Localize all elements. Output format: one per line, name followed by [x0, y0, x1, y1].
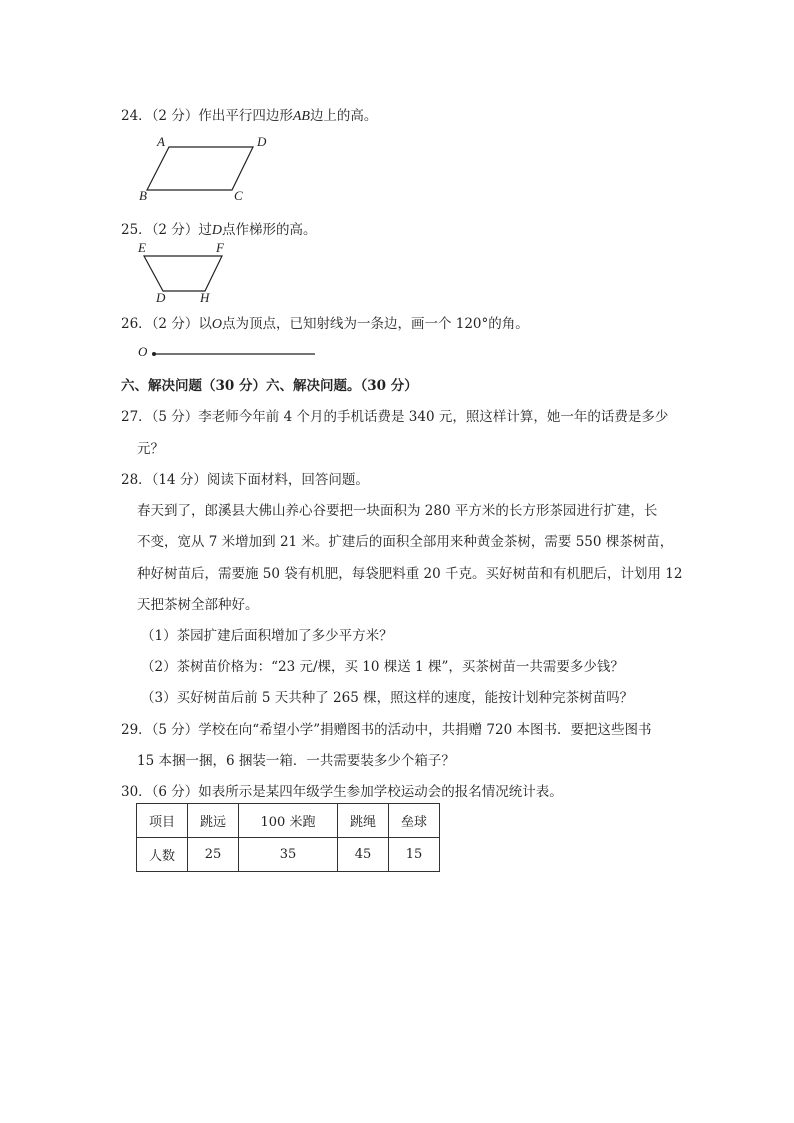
question-25 [121, 218, 316, 239]
question-29-line-2: 15 本捆一捆，6 捆装一箱．一共需要装多少个箱子？ [137, 753, 455, 769]
label-c: C [234, 188, 243, 203]
question-28-paragraph-1: 春天到了，郎溪县大佛山养心谷要把一块面积为 280 平方米的长方形茶园进行扩建，长 [137, 503, 658, 519]
ray-figure [134, 340, 324, 365]
label-f: F [216, 240, 224, 255]
table-cell: 45 [338, 838, 389, 872]
table-row [137, 838, 440, 872]
table-header-cell: 项目 [137, 804, 188, 838]
question-27-line-2: 元？ [137, 441, 164, 457]
parallelogram-figure [136, 130, 276, 205]
table-cell: 35 [239, 838, 338, 872]
table-cell: 15 [389, 838, 440, 872]
registration-stats-table [136, 803, 440, 872]
section-6-heading: 六、解决问题（30 分）六、解决问题。（30 分） [121, 378, 418, 394]
trapezoid-figure [136, 240, 236, 305]
question-24 [121, 104, 377, 125]
question-25-variable: D [211, 223, 222, 238]
question-24-variable: AB [292, 109, 310, 124]
question-30-line-1: 30．（6 分）如表所示是某四年级学生参加学校运动会的报名情况统计表。 [121, 784, 563, 800]
label-h: H [200, 290, 210, 305]
question-24-text-a: 作出平行四边形 [198, 108, 293, 124]
table-cell: 人数 [137, 838, 188, 872]
question-28-line-1: 28．（14 分）阅读下面材料，回答问题。 [121, 472, 369, 488]
question-28-sub-2: （2）茶树苗价格为：“23 元/棵，买 10 棵送 1 棵”，买茶树苗一共需要多少钱？ [141, 659, 624, 675]
question-26-text-a: 以 [198, 316, 212, 332]
trapezoid-efhd [144, 256, 222, 291]
table-row [137, 804, 440, 838]
question-26 [121, 312, 529, 333]
parallelogram-abcd [147, 147, 253, 190]
question-28-paragraph-4: 天把茶树全部种好。 [137, 597, 259, 613]
label-e: E [138, 240, 146, 255]
table-header-cell: 跳远 [188, 804, 239, 838]
label-a: A [157, 134, 165, 149]
question-25-text-b: 点作梯形的高。 [221, 222, 317, 238]
question-25-score: （2 分） [151, 222, 199, 238]
question-27-line-1: 27．（5 分）李老师今年前 4 个月的手机话费是 340 元，照这样计算，她一年的话费是多少 [121, 409, 669, 425]
question-26-text-b: 点为顶点，已知射线为一条边，画一个 120°的角。 [221, 316, 529, 332]
question-26-number: 26． [121, 316, 152, 332]
question-25-text-a: 过 [198, 222, 212, 238]
question-28-sub-3: （3）买好树苗后前 5 天共种了 265 棵，照这样的速度，能按计划种完茶树苗吗？ [141, 690, 634, 706]
question-28-paragraph-3: 种好树苗后，需要施 50 袋有机肥，每袋肥料重 20 千克。买好树苗和有机肥后，计划用 12 [137, 566, 683, 582]
question-24-text-b: 边上的高。 [309, 108, 378, 124]
question-28-sub-1: （1）茶园扩建后面积增加了多少平方米？ [141, 628, 393, 644]
table-header-cell: 跳绳 [338, 804, 389, 838]
label-b: B [139, 188, 147, 203]
table-header-cell: 100 米跑 [239, 804, 338, 838]
question-29-line-1: 29．（5 分）学校在向“希望小学”捐赠图书的活动中，共捐赠 720 本图书．要把这些图书 [121, 722, 652, 738]
label-d: D [257, 134, 267, 149]
question-26-variable: O [211, 317, 222, 332]
label-d-trapezoid: D [156, 290, 166, 305]
question-26-score: （2 分） [151, 316, 199, 332]
question-28-paragraph-2: 不变，宽从 7 米增加到 21 米。扩建后的面积全部用来种黄金茶树，需要 550 棵茶树苗， [137, 534, 674, 550]
question-25-number: 25． [121, 222, 152, 238]
question-24-number: 24． [121, 108, 152, 124]
label-o: O [138, 344, 148, 359]
table-header-cell: 垒球 [389, 804, 440, 838]
question-24-score: （2 分） [151, 108, 199, 124]
table-cell: 25 [188, 838, 239, 872]
